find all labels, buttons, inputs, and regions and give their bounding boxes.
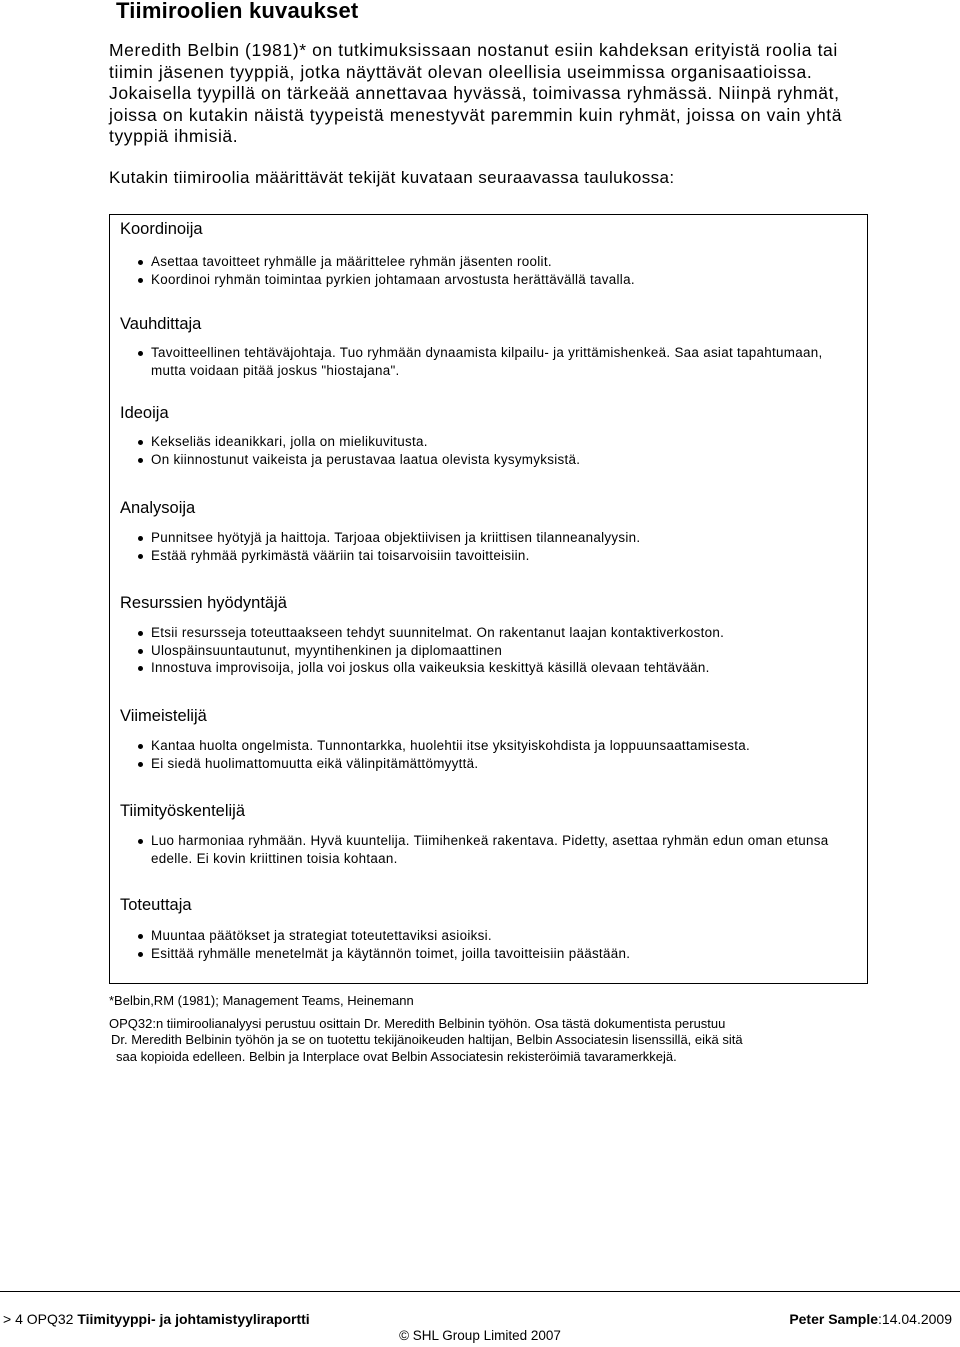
page-number: > 4 [3,1311,23,1327]
list-item: Etsii resursseja toteuttaakseen tehdyt suunnitelmat. On rakentanut laajan kontaktiverkoston. [110,624,845,642]
table-lead-text: Kutakin tiimiroolia määrittävät tekijät kuvataan seuraavassa taulukossa: [109,168,675,187]
list-item: Esittää ryhmälle menetelmät ja käytännön toimet, joilla tavoitteisiin päästään. [110,945,845,963]
list-item: Ulospäinsuuntautunut, myyntihenkinen ja diplomaattinen [110,642,845,660]
role-item-list [110,253,845,288]
role-item-list [110,624,845,677]
list-item: Innostuva improvisoija, jolla voi joskus olla vaikeuksia keskittyä käsillä olevaan tehtävään. [110,659,845,677]
role-item-list [110,529,845,564]
role-item-list [110,832,845,867]
list-item: Punnitsee hyötyjä ja haittoja. Tarjoaa objektiivisen ja kriittisen tilanneanalyysin. [110,529,845,547]
role-item-list [110,344,845,379]
list-item: Asettaa tavoitteet ryhmälle ja määrittelee ryhmän jäsenten roolit. [110,253,845,271]
role-item-list [110,433,845,468]
footer-report-info [3,1311,310,1327]
role-item-list [110,927,845,962]
report-date: :14.04.2009 [878,1311,952,1327]
role-title: Analysoija [120,499,196,517]
list-item: Ei siedä huolimattomuutta eikä välinpitämättömyyttä. [110,755,845,773]
footer-person-info [789,1311,952,1327]
footer-copyright: © SHL Group Limited 2007 [399,1328,561,1343]
role-title: Koordinoija [120,220,203,238]
role-title: Viimeistelijä [120,707,207,725]
footer-divider [0,1291,960,1292]
role-title: Vauhdittaja [120,315,202,333]
roles-table [109,214,868,984]
list-item: Estää ryhmää pyrkimästä vääriin tai toisarvoisiin tavoitteisiin. [110,547,845,565]
page-title: Tiimiroolien kuvaukset [116,0,359,23]
role-title: Toteuttaja [120,896,192,914]
report-name: Tiimityyppi- ja johtamistyyliraportti [77,1311,310,1327]
product-name: OPQ32 [26,1311,74,1327]
footnote-line: saa kopioida edelleen. Belbin ja Interplace ovat Belbin Associatesin rekisteröimiä tavaramerkkejä. [116,1049,677,1064]
person-name: Peter Sample [789,1311,879,1327]
footnote-line: OPQ32:n tiimiroolianalyysi perustuu osittain Dr. Meredith Belbinin työhön. Osa tästä dokumentista perustuu [109,1016,726,1031]
role-title: Tiimityöskentelijä [120,802,246,820]
list-item: Tavoitteellinen tehtäväjohtaja. Tuo ryhmään dynaamista kilpailu- ja yrittämishenkeä. Saa asiat tapahtumaan, mutta voidaan pitää joskus "hiostajana". [110,344,845,379]
list-item: On kiinnostunut vaikeista ja perustavaa laatua olevista kysymyksistä. [110,451,845,469]
footnote-line: Dr. Meredith Belbinin työhön ja se on tuotettu tekijänoikeuden haltijan, Belbin Associatesin lisenssillä, eikä sitä [111,1032,743,1047]
footnote-reference: *Belbin,RM (1981); Management Teams, Heinemann [109,993,414,1008]
role-item-list [110,737,845,772]
role-title: Resurssien hyödyntäjä [120,594,287,612]
list-item: Koordinoi ryhmän toimintaa pyrkien johtamaan arvostusta herättävällä tavalla. [110,271,845,289]
list-item: Kekseliäs ideanikkari, jolla on mielikuvitusta. [110,433,845,451]
list-item: Kantaa huolta ongelmista. Tunnontarkka, huolehtii itse yksityiskohdista ja loppuunsaattamisesta. [110,737,845,755]
list-item: Muuntaa päätökset ja strategiat toteutettaviksi asioiksi. [110,927,845,945]
role-title: Ideoija [120,404,169,422]
intro-paragraph: Meredith Belbin (1981)* on tutkimuksissaan nostanut esiin kahdeksan erityistä roolia tai tiimin jäsenen tyyppiä, jotka näyttävät olevan oleellisia useimmissa organisaatioissa. Jokaisella tyypillä on tärkeää annettavaa hyvässä, toimivassa ryhmässä. Niinpä ryhmät, joissa on kutakin näistä tyypeistä menestyvät paremmin kuin ryhmät, joissa on vain yhtä tyyppiä ihmisiä. [109,40,843,146]
list-item: Luo harmoniaa ryhmään. Hyvä kuuntelija. Tiimihenkeä rakentava. Pidetty, asettaa ryhmän edun oman etunsa edelle. Ei kovin kriittinen toisia kohtaan. [110,832,845,867]
